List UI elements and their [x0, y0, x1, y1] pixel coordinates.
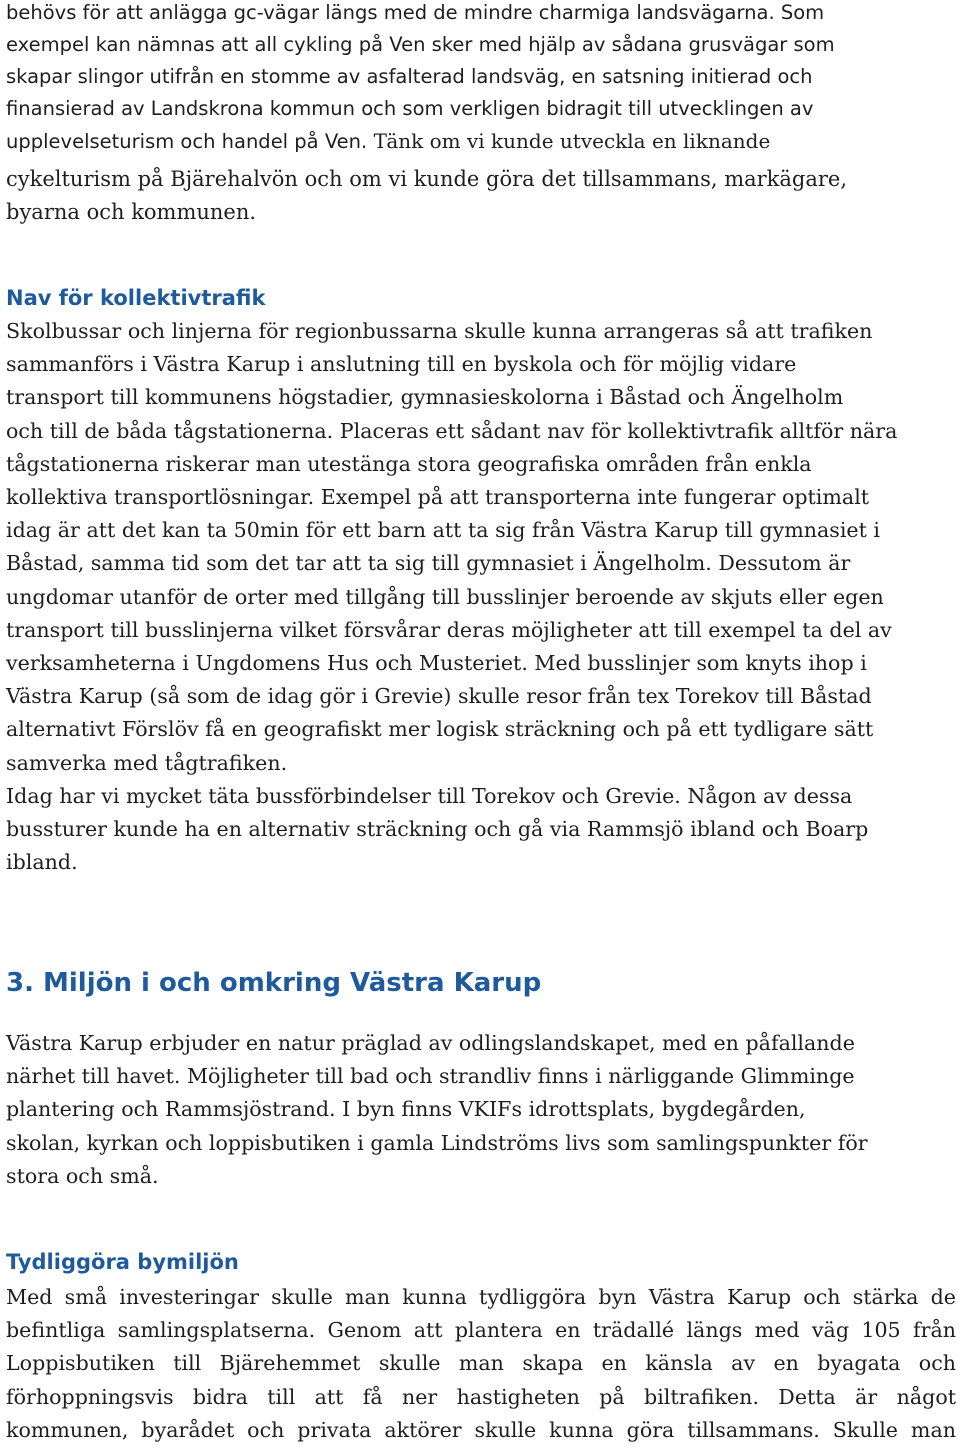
text-line: cykelturism på Bjärehalvön och om vi kunde göra det tillsammans, markägare, [6, 167, 848, 191]
text-line: tågstationerna riskerar man utestänga stora geografiska områden från enkla [6, 451, 812, 476]
text-line: transport till kommunens högstadier, gymnasieskolorna i Båstad och Ängelholm [6, 385, 844, 410]
text-line: Loppisbutiken till Bjärehemmet skulle man skapa en känsla av en byagata och [6, 1351, 956, 1376]
text-line: exempel kan nämnas att all cykling på Ven sker med hjälp av sådana grusvägar som [6, 33, 835, 56]
text-line: Skolbussar och linjerna för regionbussarna skulle kunna arrangeras så att trafiken [6, 319, 873, 343]
section-heading-miljo: 3. Miljön i och omkring Västra Karup [6, 968, 542, 998]
text-line: Båstad, samma tid som det tar att ta sig till gymnasiet i Ängelholm. Dessutom är [6, 551, 851, 576]
text-fragment: Tänk om vi kunde utveckla en liknande [367, 129, 771, 153]
text-line: stora och små. [6, 1163, 159, 1188]
section-heading-kollektivtrafik: Nav för kollektivtrafik [6, 286, 266, 310]
intro-paragraph-continued [6, 163, 956, 229]
text-line: alternativt Förslöv få en geografiskt mer logisk sträckning och på ett tydligare sätt [6, 717, 874, 742]
text-line: och till de båda tågstationerna. Placeras ett sådant nav för kollektivtrafik alltför nära [6, 418, 898, 443]
text-line: Med små investeringar skulle man kunna tydliggöra byn Västra Karup och stärka de [6, 1285, 956, 1309]
text-line: behövs för att anlägga gc-vägar längs med de mindre charmiga landsvägarna. Som [6, 1, 825, 24]
text-line: ibland. [6, 850, 78, 875]
text-line: kollektiva transportlösningar. Exempel på att transporterna inte fungerar optimalt [6, 485, 870, 510]
text-line: Västra Karup (så som de idag gör i Grevie) skulle resor från tex Torekov till Båstad [6, 684, 872, 709]
bymiljo-paragraph [6, 1281, 956, 1447]
text-line: närhet till havet. Möjligheter till bad och strandliv finns i närliggande Glimminge [6, 1064, 855, 1089]
text-line: förhoppningsvis bidra till att få ner hastigheten på biltrafiken. Detta är något [6, 1384, 956, 1409]
text-line: verksamheterna i Ungdomens Hus och Musteriet. Med busslinjer som knyts ihop i [6, 651, 867, 676]
text-line: skapar slingor utifrån en stomme av asfalterad landsväg, en satsning initierad och [6, 65, 813, 88]
text-line: skolan, kyrkan och loppisbutiken i gamla Lindströms livs som samlingspunkter för [6, 1130, 868, 1155]
text-line: finansierad av Landskrona kommun och som verkligen bidragit till utvecklingen av [6, 97, 814, 120]
text-line [6, 125, 956, 158]
text-line: samverka med tågtrafiken. [6, 750, 288, 775]
text-line: sammanförs i Västra Karup i anslutning till en byskola och för möjlig vidare [6, 352, 797, 377]
miljo-paragraph [6, 1027, 956, 1193]
text-line: plantering och Rammsjöstrand. I byn finns VKIFs idrottsplats, bygdegården, [6, 1097, 806, 1122]
text-line: befintliga samlingsplatserna. Genom att plantera en trädallé längs med väg 105 från [6, 1318, 956, 1343]
text-fragment: upplevelseturism och handel på Ven. [6, 130, 368, 153]
text-line: idag är att det kan ta 50min för ett barn att ta sig från Västra Karup till gymnasiet i [6, 518, 881, 543]
text-line: byarna och kommunen. [6, 200, 257, 225]
text-line: Idag har vi mycket täta bussförbindelser till Torekov och Grevie. Någon av dessa [6, 783, 853, 808]
text-line: Västra Karup erbjuder en natur präglad av odlingslandskapet, med en påfallande [6, 1031, 855, 1055]
text-line: bussturer kunde ha en alternativ sträckning och gå via Rammsjö ibland och Boarp [6, 817, 869, 842]
intro-paragraph [6, 0, 956, 158]
text-line: kommunen, byarådet och privata aktörer skulle kunna göra tillsammans. Skulle man [6, 1417, 956, 1442]
section-heading-bymiljo: Tydliggöra bymiljön [6, 1250, 239, 1274]
kollektivtrafik-paragraph [6, 315, 956, 879]
text-line: transport till busslinjerna vilket försvårar deras möjligheter att till exempel ta del av [6, 617, 892, 642]
text-line: ungdomar utanför de orter med tillgång till busslinjer beroende av skjuts eller egen [6, 584, 884, 609]
